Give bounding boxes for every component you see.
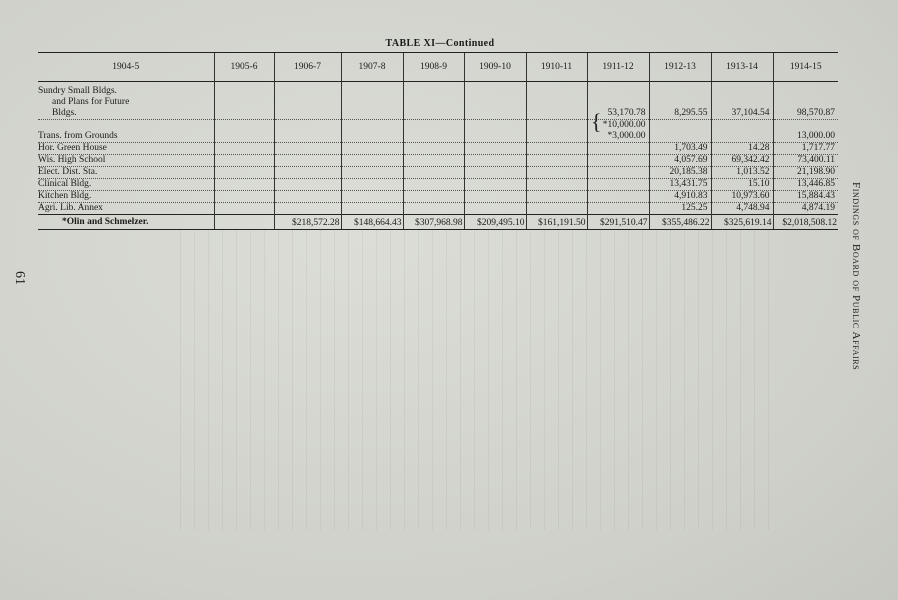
table-cell	[526, 108, 587, 120]
table-cell: 37,104.54	[711, 108, 773, 120]
table-cell	[403, 167, 464, 179]
row-label: Trans. from Grounds	[38, 131, 214, 143]
table-cell: 8,295.55	[649, 108, 711, 120]
column-header: 1909-10	[464, 53, 526, 82]
column-header: 1907-8	[341, 53, 403, 82]
table-cell	[274, 191, 341, 203]
table-cell	[464, 120, 526, 132]
table-cell	[403, 97, 464, 108]
table-row	[38, 131, 838, 143]
column-header: 1913-14	[711, 53, 773, 82]
table-cell	[649, 131, 711, 143]
table-cell: 4,748.94	[711, 203, 773, 215]
row-label: Sundry Small Bldgs.	[38, 86, 117, 96]
table-cell	[526, 143, 587, 155]
table-cell	[214, 167, 274, 179]
table-cell	[341, 143, 403, 155]
table-cell	[464, 97, 526, 108]
table-cell: 13,000.00	[773, 131, 838, 143]
column-header: 1910-11	[526, 53, 587, 82]
table-cell	[274, 131, 341, 143]
table-title: TABLE XI—Continued	[385, 38, 495, 49]
table-cell: 13,431.75	[649, 179, 711, 191]
table-cell	[214, 82, 274, 98]
total-cell: $148,664.43	[341, 215, 403, 230]
table-cell: 14.28	[711, 143, 773, 155]
table-cell	[403, 143, 464, 155]
table-cell	[274, 97, 341, 108]
total-cell: $325,619.14	[711, 215, 773, 230]
table-cell	[587, 82, 649, 98]
table-cell	[403, 82, 464, 98]
row-label	[38, 120, 214, 132]
table-cell: 1,013.52	[711, 167, 773, 179]
table-cell: 1,717.77	[773, 143, 838, 155]
table-cell: 4,874.19	[773, 203, 838, 215]
table-cell: 20,185.38	[649, 167, 711, 179]
totals-row	[38, 215, 838, 230]
table-cell: 10,973.60	[711, 191, 773, 203]
table-cell	[464, 179, 526, 191]
table-cell	[214, 155, 274, 167]
row-label: Kitchen Bldg.	[38, 191, 214, 203]
table-cell	[526, 97, 587, 108]
table-cell	[587, 191, 649, 203]
table-cell	[711, 97, 773, 108]
table-row	[38, 155, 838, 167]
table-cell	[214, 179, 274, 191]
table-cell	[711, 131, 773, 143]
table-cell	[587, 143, 649, 155]
table-cell	[214, 143, 274, 155]
table-cell: 15,884.43	[773, 191, 838, 203]
table-cell	[403, 179, 464, 191]
column-header: 1906-7	[274, 53, 341, 82]
table-cell	[464, 167, 526, 179]
table-row	[38, 97, 838, 108]
table-cell: 13,446.85	[773, 179, 838, 191]
total-cell: $161,191.50	[526, 215, 587, 230]
table-cell	[403, 108, 464, 120]
column-header: 1908-9	[403, 53, 464, 82]
table-cell	[214, 191, 274, 203]
table-cell	[214, 203, 274, 215]
row-label: Bldgs.	[38, 108, 214, 120]
table-cell: *10,000.00	[587, 120, 649, 132]
row-label: Wis. High School	[38, 155, 214, 167]
table-cell: 125.25	[649, 203, 711, 215]
table-cell	[274, 120, 341, 132]
table-cell	[274, 143, 341, 155]
page-number: 61	[12, 271, 27, 285]
table-cell	[403, 191, 464, 203]
table-cell	[526, 155, 587, 167]
table-cell	[464, 143, 526, 155]
table-cell	[341, 155, 403, 167]
table-cell	[214, 131, 274, 143]
table-cell	[464, 203, 526, 215]
table-cell	[341, 120, 403, 132]
total-cell: $209,495.10	[464, 215, 526, 230]
header-row	[38, 53, 838, 82]
table-cell	[274, 179, 341, 191]
table-cell	[464, 191, 526, 203]
table-cell	[773, 120, 838, 132]
table-cell: 53,170.78	[587, 108, 649, 120]
table-cell: 4,057.69	[649, 155, 711, 167]
table-cell	[464, 131, 526, 143]
table-cell	[526, 131, 587, 143]
table-cell	[587, 97, 649, 108]
table-row	[38, 179, 838, 191]
table-cell	[274, 82, 341, 98]
row-label: Elect. Dist. Sta.	[38, 167, 214, 179]
table-row	[38, 143, 838, 155]
footnote: *Olin and Schmelzer.	[62, 217, 149, 227]
total-cell: $2,018,508.12	[773, 215, 838, 230]
row-label: Hor. Green House	[38, 143, 214, 155]
table-cell	[526, 167, 587, 179]
table-row	[38, 203, 838, 215]
table-cell	[649, 97, 711, 108]
column-header: 1904-5	[38, 53, 214, 82]
table-cell	[214, 120, 274, 132]
table-cell	[341, 131, 403, 143]
table-cell	[464, 82, 526, 98]
table-cell	[403, 120, 464, 132]
table-cell	[773, 97, 838, 108]
total-cell: $291,510.47	[587, 215, 649, 230]
table-cell	[711, 120, 773, 132]
table-cell	[274, 203, 341, 215]
table-cell: 4,910.83	[649, 191, 711, 203]
table-cell	[341, 108, 403, 120]
table-cell	[587, 167, 649, 179]
table-cell	[341, 191, 403, 203]
column-header: 1905-6	[214, 53, 274, 82]
table-row	[38, 167, 838, 179]
total-cell	[214, 215, 274, 230]
bleed-through-texture	[180, 230, 780, 530]
table-cell	[341, 167, 403, 179]
table-cell	[214, 108, 274, 120]
total-cell: $307,968.98	[403, 215, 464, 230]
table-cell	[464, 155, 526, 167]
table-row	[38, 108, 838, 120]
table-cell	[274, 155, 341, 167]
table-cell	[649, 120, 711, 132]
table-cell	[403, 131, 464, 143]
table-cell: *3,000.00	[587, 131, 649, 143]
brace-mark: {	[591, 109, 602, 134]
table-cell	[587, 179, 649, 191]
financial-table	[38, 52, 838, 230]
table-cell	[526, 82, 587, 98]
table-row	[38, 82, 838, 98]
table-cell: 98,570.87	[773, 108, 838, 120]
table-cell	[274, 108, 341, 120]
table-cell	[649, 82, 711, 98]
column-header: 1914-15	[773, 53, 838, 82]
table-cell	[526, 179, 587, 191]
table-cell	[341, 179, 403, 191]
table-cell	[773, 82, 838, 98]
table-cell	[464, 108, 526, 120]
table-cell	[587, 203, 649, 215]
running-head: Findings of Board of Public Affairs	[850, 182, 862, 371]
table-row	[38, 191, 838, 203]
table-cell: 21,198.90	[773, 167, 838, 179]
table-cell	[274, 167, 341, 179]
table-cell	[341, 97, 403, 108]
table-cell: 69,342.42	[711, 155, 773, 167]
row-label: and Plans for Future	[52, 97, 130, 107]
column-header: 1911-12	[587, 53, 649, 82]
row-label: Agri. Lib. Annex	[38, 203, 214, 215]
column-header: 1912-13	[649, 53, 711, 82]
table-cell	[341, 203, 403, 215]
total-cell: $218,572.28	[274, 215, 341, 230]
table-cell	[341, 82, 403, 98]
table-cell	[711, 82, 773, 98]
total-cell: $355,486.22	[649, 215, 711, 230]
table-cell	[587, 155, 649, 167]
table-cell: 1,703.49	[649, 143, 711, 155]
table-cell	[526, 203, 587, 215]
row-label: Clinical Bldg.	[38, 179, 214, 191]
table-cell	[526, 120, 587, 132]
table-cell	[526, 191, 587, 203]
table-cell	[403, 203, 464, 215]
table-cell: 15.10	[711, 179, 773, 191]
table-row	[38, 120, 838, 132]
table-cell	[214, 97, 274, 108]
table-cell: 73,400.11	[773, 155, 838, 167]
table-cell	[403, 155, 464, 167]
